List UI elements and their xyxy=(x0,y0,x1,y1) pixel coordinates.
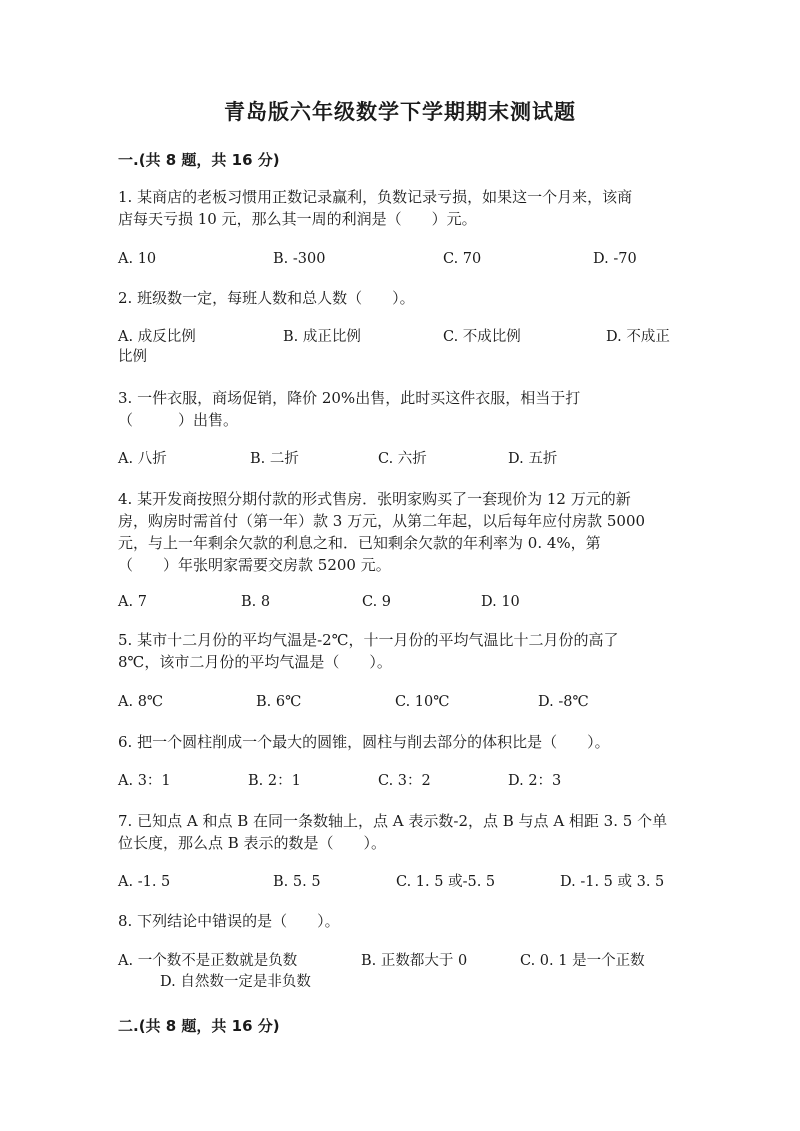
question-line: 3. 一件衣服，商场促销，降价 20%出售，此时买这件衣服，相当于打 xyxy=(118,389,581,407)
option-d[interactable]: D. -8℃ xyxy=(538,694,589,710)
question-line: 2. 班级数一定，每班人数和总人数（ ）。 xyxy=(118,289,415,307)
option-b[interactable]: B. 二折 xyxy=(250,451,299,467)
option-b[interactable]: B. 成正比例 xyxy=(283,329,361,345)
option-a[interactable]: A. -1. 5 xyxy=(118,874,171,890)
option-c[interactable]: C. 10℃ xyxy=(395,694,450,710)
question-5-options xyxy=(118,692,678,736)
question-2-options xyxy=(118,327,678,371)
section-heading-1: 一.(共 8 题，共 16 分) xyxy=(118,151,280,169)
question-line: 4. 某开发商按照分期付款的形式售房．张明家购买了一套现价为 12 万元的新 xyxy=(118,490,631,508)
question-6 xyxy=(118,731,678,753)
option-c[interactable]: C. 0. 1 是一个正数 xyxy=(520,953,645,969)
question-line: 7. 已知点 A 和点 B 在同一条数轴上，点 A 表示数-2，点 B 与点 A 相距 3. 5 个单 xyxy=(118,812,668,830)
option-a[interactable]: A. 八折 xyxy=(118,451,167,467)
option-a[interactable]: A. 成反比例 xyxy=(118,329,196,345)
option-c[interactable]: C. 9 xyxy=(362,594,392,610)
question-line: 6. 把一个圆柱削成一个最大的圆锥，圆柱与削去部分的体积比是（ ）。 xyxy=(118,733,610,751)
question-8 xyxy=(118,910,678,932)
option-a[interactable]: A. 7 xyxy=(118,594,147,610)
option-a[interactable]: A. 8℃ xyxy=(118,694,164,710)
option-a[interactable]: A. 一个数不是正数就是负数 xyxy=(118,953,298,969)
question-3-options xyxy=(118,449,678,493)
option-d[interactable]: D. 不成正 xyxy=(606,329,670,345)
option-d[interactable]: D. -1. 5 或 3. 5 xyxy=(560,874,665,890)
question-line: 元，与上一年剩余欠款的利息之和．已知剩余欠款的年利率为 0. 4%，第 xyxy=(118,534,601,552)
option-a[interactable]: A. 10 xyxy=(118,251,157,267)
question-4 xyxy=(118,488,678,576)
question-line: 店每天亏损 10 元，那么其一周的利润是（ ）元。 xyxy=(118,210,477,228)
question-6-options xyxy=(118,771,678,815)
option-d-wrap: 比例 xyxy=(118,349,147,365)
option-d[interactable]: D. 自然数一定是非负数 xyxy=(160,974,311,990)
question-line: 8. 下列结论中错误的是（ ）。 xyxy=(118,912,340,930)
question-line: 位长度，那么点 B 表示的数是（ ）。 xyxy=(118,834,387,852)
question-2 xyxy=(118,287,678,309)
option-c[interactable]: C. 不成比例 xyxy=(443,329,521,345)
option-b[interactable]: B. 正数都大于 0 xyxy=(361,953,468,969)
question-line: 8℃，该市二月份的平均气温是（ ）。 xyxy=(118,653,392,671)
option-d[interactable]: D. 2：3 xyxy=(508,773,562,789)
option-c[interactable]: C. 六折 xyxy=(378,451,427,467)
option-a[interactable]: A. 3：1 xyxy=(118,773,171,789)
option-d[interactable]: D. 10 xyxy=(481,594,520,610)
question-line: 5. 某市十二月份的平均气温是-2℃，十一月份的平均气温比十二月份的高了 xyxy=(118,631,619,649)
option-c[interactable]: C. 70 xyxy=(443,251,482,267)
question-1 xyxy=(118,186,678,230)
option-c[interactable]: C. 3：2 xyxy=(378,773,431,789)
question-5 xyxy=(118,629,678,673)
page-title: 青岛版六年级数学下学期期末测试题 xyxy=(224,100,576,124)
option-b[interactable]: B. 6℃ xyxy=(256,694,302,710)
question-line: （ ）出售。 xyxy=(118,411,239,429)
option-d[interactable]: D. -70 xyxy=(593,251,637,267)
option-b[interactable]: B. 2：1 xyxy=(248,773,301,789)
option-c[interactable]: C. 1. 5 或-5. 5 xyxy=(396,874,496,890)
question-3 xyxy=(118,387,678,431)
option-b[interactable]: B. 5. 5 xyxy=(273,874,321,890)
question-line: （ ）年张明家需要交房款 5200 元。 xyxy=(118,556,391,574)
option-b[interactable]: B. 8 xyxy=(241,594,271,610)
question-7 xyxy=(118,810,678,854)
question-8-options xyxy=(118,951,678,995)
section-heading-2: 二.(共 8 题，共 16 分) xyxy=(118,1017,280,1035)
option-b[interactable]: B. -300 xyxy=(273,251,326,267)
question-line: 房，购房时需首付（第一年）款 3 万元，从第二年起，以后每年应付房款 5000 xyxy=(118,512,646,530)
option-d[interactable]: D. 五折 xyxy=(508,451,558,467)
question-line: 1. 某商店的老板习惯用正数记录赢利，负数记录亏损，如果这一个月来，该商 xyxy=(118,188,633,206)
